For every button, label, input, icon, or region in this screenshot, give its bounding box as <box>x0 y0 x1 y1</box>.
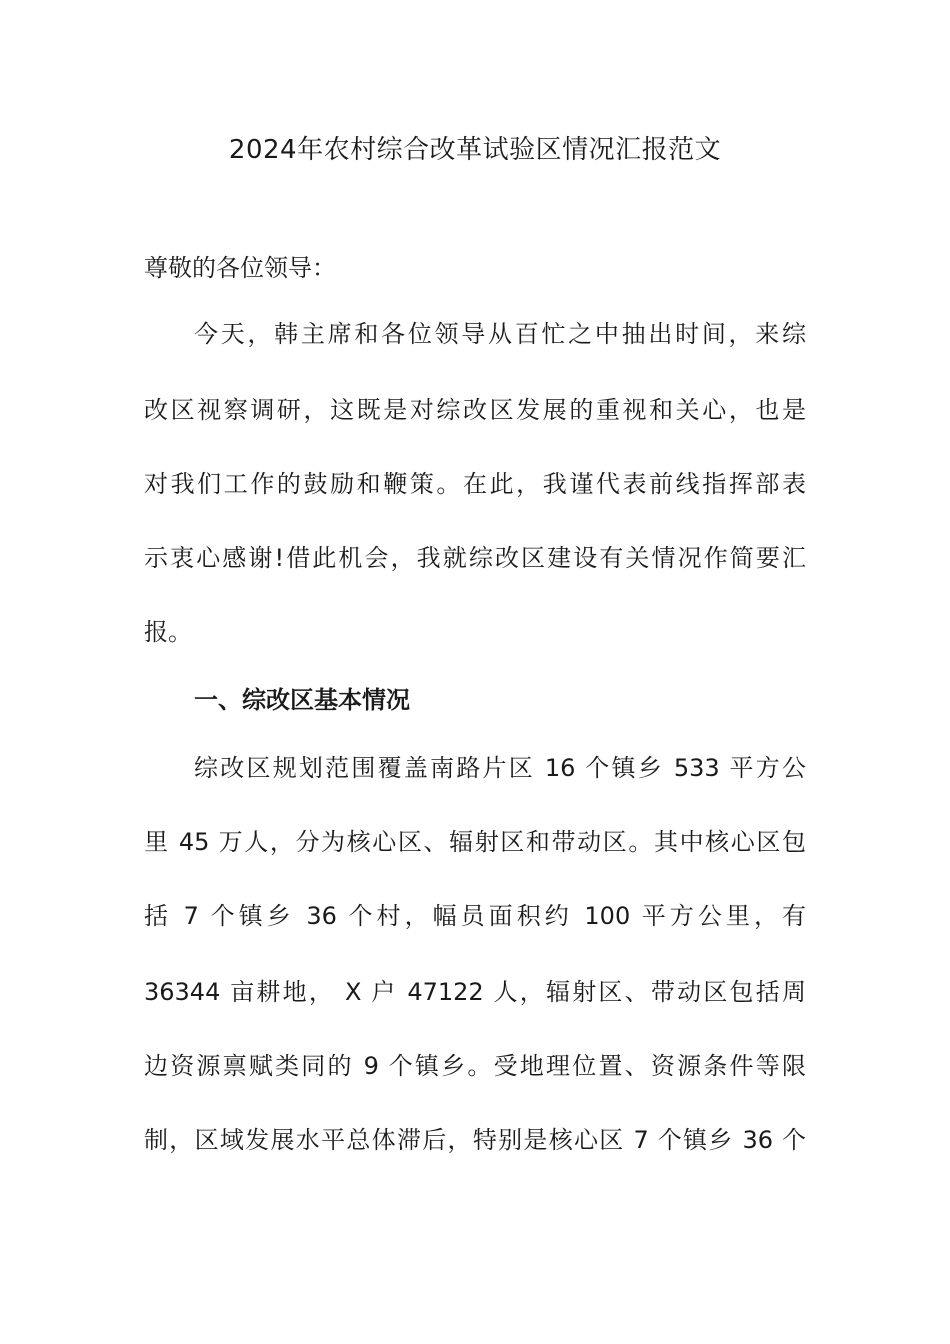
paragraph-2-line-2: 里 45 万人，分为核心区、辐射区和带动区。其中核心区包 <box>144 828 806 856</box>
document-title: 2024年农村综合改革试验区情况汇报范文 <box>228 135 722 165</box>
salutation: 尊敬的各位领导： <box>144 254 336 282</box>
paragraph-2-line-4: 36344 亩耕地， X 户 47122 人，辐射区、带动区包括周 <box>144 978 806 1006</box>
paragraph-1-line-2: 改区视察调研，这既是对综改区发展的重视和关心，也是 <box>144 396 806 424</box>
paragraph-2-line-3: 括 7 个镇乡 36 个村，幅员面积约 100 平方公里，有 <box>144 902 806 930</box>
section-1-heading: 一、综改区基本情况 <box>194 686 410 714</box>
paragraph-2-line-6: 制，区域发展水平总体滞后，特别是核心区 7 个镇乡 36 个 <box>144 1126 806 1154</box>
paragraph-1-line-5: 报。 <box>144 618 192 646</box>
paragraph-2-line-1: 综改区规划范围覆盖南路片区 16 个镇乡 533 平方公 <box>194 754 806 782</box>
paragraph-1-line-1: 今天，韩主席和各位领导从百忙之中抽出时间，来综 <box>194 320 806 348</box>
paragraph-1-line-3: 对我们工作的鼓励和鞭策。在此，我谨代表前线指挥部表 <box>144 470 806 498</box>
paragraph-1-line-4: 示衷心感谢!借此机会，我就综改区建设有关情况作简要汇 <box>144 544 806 572</box>
paragraph-2-line-5: 边资源禀赋类同的 9 个镇乡。受地理位置、资源条件等限 <box>144 1052 806 1080</box>
